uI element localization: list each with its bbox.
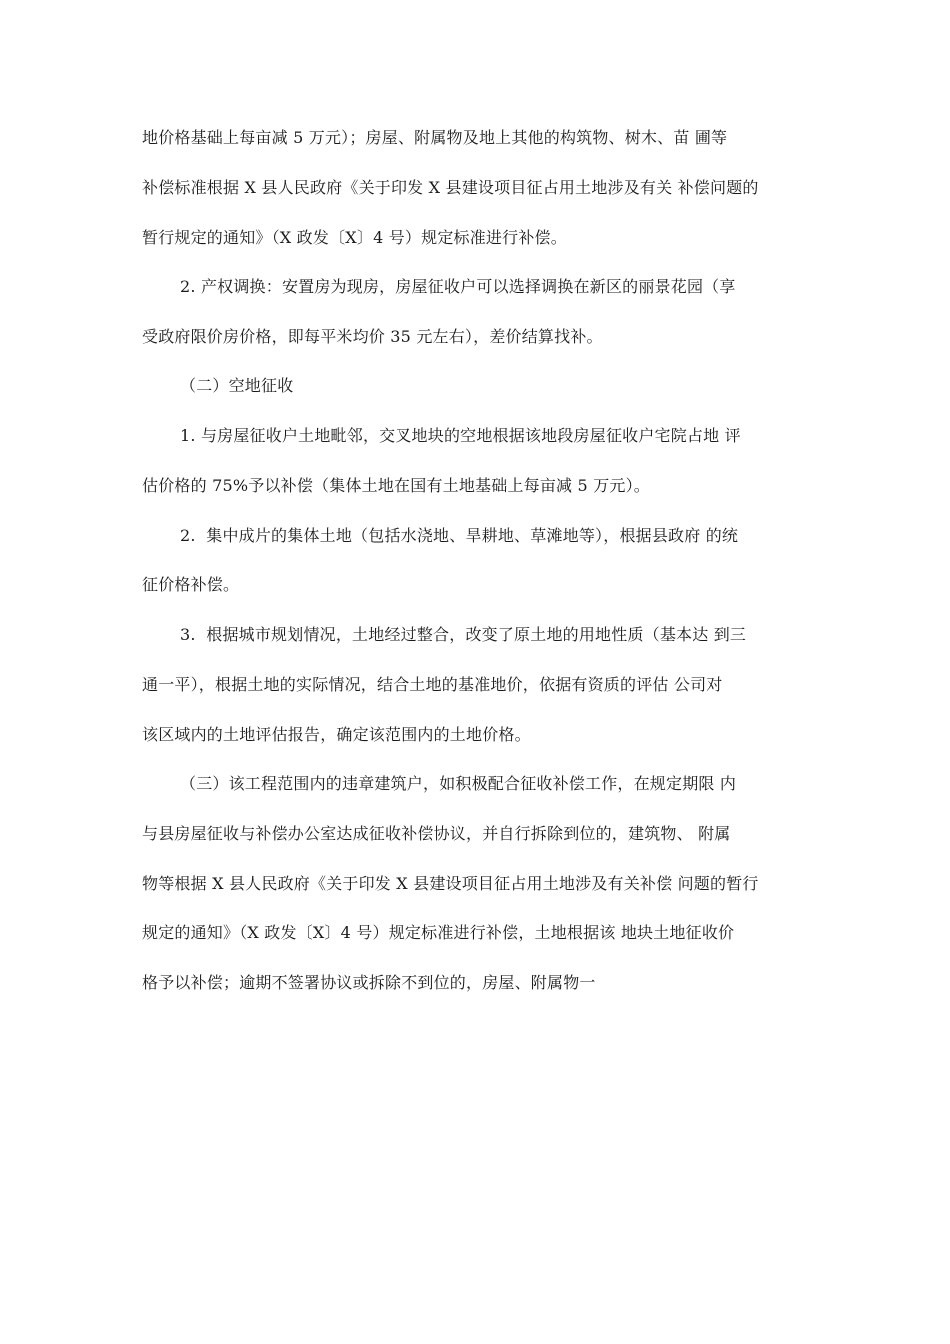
- text-line: 受政府限价房价格，即每平米均价 35 元左右），差价结算找补。: [142, 327, 603, 346]
- text-line: 征价格补偿。: [142, 575, 240, 594]
- text-line: 与县房屋征收与补偿办公室达成征收补偿协议，并自行拆除到位的，建筑物、 附属: [142, 824, 731, 843]
- text-line: 2. 集中成片的集体土地（包括水浇地、旱耕地、草滩地等），根据县政府 的统: [180, 526, 739, 545]
- text-line: 1. 与房屋征收户土地毗邻，交叉地块的空地根据该地段房屋征收户宅院占地 评: [180, 426, 741, 445]
- text-line: （三）该工程范围内的违章建筑户，如积极配合征收补偿工作，在规定期限 内: [180, 774, 737, 793]
- text-line: 规定的通知》（X 政发〔X〕4 号）规定标准进行补偿，土地根据该 地块土地征收价: [142, 923, 735, 942]
- text-line: 估价格的 75%予以补偿（集体土地在国有土地基础上每亩减 5 万元）。: [142, 476, 651, 495]
- text-line: 物等根据 X 县人民政府《关于印发 X 县建设项目征占用土地涉及有关补偿 问题的暂行: [142, 874, 759, 893]
- text-line: 通一平），根据土地的实际情况，结合土地的基准地价，依据有资质的评估 公司对: [142, 675, 723, 694]
- text-line: 该区域内的土地评估报告，确定该范围内的土地价格。: [142, 725, 531, 744]
- section-heading: （二）空地征收: [180, 376, 294, 395]
- text-line: 暂行规定的通知》（X 政发〔X〕4 号）规定标准进行补偿。: [142, 228, 567, 247]
- text-line: 地价格基础上每亩减 5 万元）；房屋、附属物及地上其他的构筑物、树木、苗 圃等: [142, 128, 728, 147]
- text-line: 格予以补偿；逾期不签署协议或拆除不到位的，房屋、附属物一: [142, 973, 596, 992]
- text-line: 2. 产权调换：安置房为现房，房屋征收户可以选择调换在新区的丽景花园（享: [180, 277, 736, 296]
- text-line: 补偿标准根据 X 县人民政府《关于印发 X 县建设项目征占用土地涉及有关 补偿问题的: [142, 178, 759, 197]
- text-line: 3. 根据城市规划情况，土地经过整合，改变了原土地的用地性质（基本达 到三: [180, 625, 747, 644]
